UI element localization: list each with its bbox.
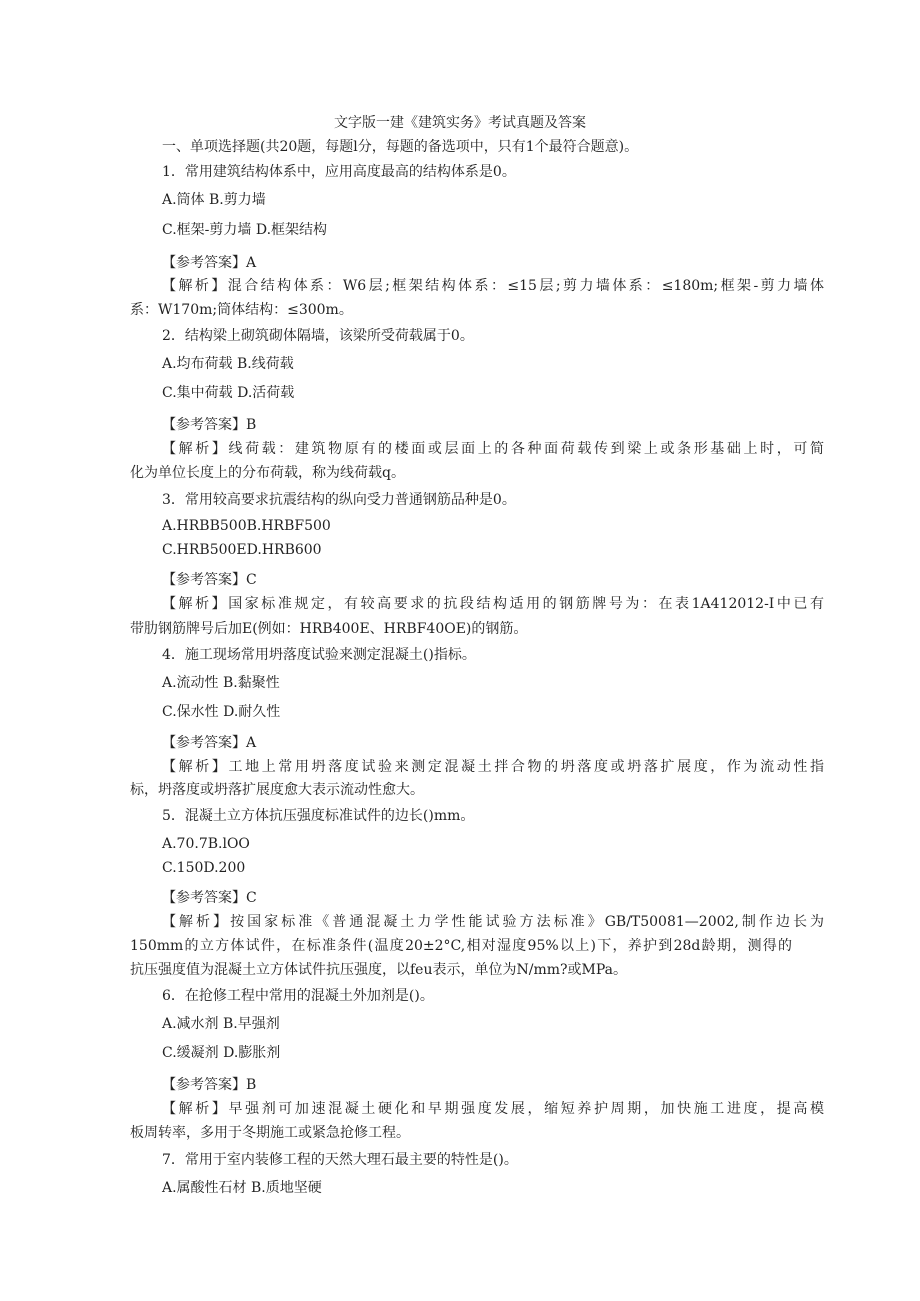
question-option: A.流动性 B.黏聚性 (162, 675, 280, 691)
question-stem: 4．施工现场常用坍落度试验来测定混凝土()指标。 (162, 647, 476, 663)
answer-line: 【参考答案】B (162, 1077, 257, 1093)
question-stem: 6．在抢修工程中常用的混凝土外加剂是()。 (162, 988, 434, 1004)
question-option: C.保水性 D.耐久性 (162, 704, 281, 720)
analysis-line: 抗压强度值为混凝土立方体试件抗压强度，以feu表示，单位为N/mm?或MPa。 (130, 962, 627, 978)
question-option: A.70.7B.lOO (162, 836, 250, 852)
question-stem: 2．结构梁上砌筑砌体隔墙，该梁所受荷载属于0。 (162, 328, 474, 344)
analysis-line: 【解析】早强剂可加速混凝土硬化和早期强度发展，缩短养护周期，加快施工进度，提高模 (162, 1101, 824, 1117)
question-option: C.HRB500ED.HRB600 (162, 542, 322, 558)
analysis-line: 【解析】线荷载：建筑物原有的楼面或层面上的各种面荷载传到梁上或条形基础上时，可简 (162, 441, 824, 457)
analysis-line: 化为单位长度上的分布荷载，称为线荷载q。 (130, 465, 405, 481)
analysis-line: 标，坍落度或坍落扩展度愈大表示流动性愈大。 (130, 782, 424, 798)
section-heading: 一、单项选择题(共20题，每题l分，每题的备选项中，只有1个最符合题意)。 (162, 139, 639, 155)
analysis-line: 【解析】工地上常用坍落度试验来测定混凝土拌合物的坍落度或坍落扩展度，作为流动性指 (162, 759, 824, 775)
question-stem: 3．常用较高要求抗震结构的纵向受力普通钢筋品种是0。 (162, 492, 516, 508)
question-stem: 5．混凝土立方体抗压强度标准试件的边长()mm。 (162, 808, 475, 824)
analysis-line: 【解析】国家标准规定，有较高要求的抗段结构适用的钢筋牌号为：在表1A412012-I中已有 (162, 596, 824, 612)
question-option: C.集中荷载 D.活荷载 (162, 385, 295, 401)
answer-line: 【参考答案】A (162, 735, 257, 751)
analysis-line: 【解析】按国家标准《普通混凝土力学性能试验方法标准》GB/T50081—2002,制作边长为 (162, 914, 824, 930)
answer-line: 【参考答案】B (162, 417, 257, 433)
analysis-line: 【解析】混合结构体系：W6层;框架结构体系：≤15层;剪力墙体系：≤180m;框架-剪力墙体 (162, 278, 824, 294)
answer-line: 【参考答案】A (162, 255, 257, 271)
analysis-line: 150mm的立方体试件，在标准条件(温度20±2°C,相对湿度95%以上)下，养护到28d龄期，测得的 (130, 938, 792, 954)
question-option: C.框架-剪力墙 D.框架结构 (162, 222, 328, 238)
question-option: C.150D.200 (162, 860, 246, 876)
answer-line: 【参考答案】C (162, 890, 257, 906)
question-option: A.HRBB500B.HRBF500 (162, 518, 331, 534)
analysis-line: 带肋钢筋牌号后加E(例如：HRB400E、HRBF40OE)的钢筋。 (130, 621, 528, 637)
document-title: 文字版一建《建筑实务》考试真题及答案 (334, 115, 586, 131)
analysis-line: 系：W170m;筒体结构：≤300m。 (130, 302, 353, 318)
question-option: C.缓凝剂 D.膨胀剂 (162, 1045, 281, 1061)
question-option: A.减水剂 B.早强剂 (162, 1016, 280, 1032)
answer-line: 【参考答案】C (162, 572, 257, 588)
question-stem: 1．常用建筑结构体系中，应用高度最高的结构体系是0。 (162, 164, 516, 180)
question-option: A.筒体 B.剪力墙 (162, 192, 266, 208)
question-option: A.均布荷载 B.线荷载 (162, 356, 294, 372)
analysis-line: 板周转率，多用于冬期施工或紧急抢修工程。 (130, 1125, 410, 1141)
question-stem: 7．常用于室内装修工程的天然大理石最主要的特性是()。 (162, 1152, 518, 1168)
question-option: A.属酸性石材 B.质地坚硬 (162, 1180, 322, 1196)
